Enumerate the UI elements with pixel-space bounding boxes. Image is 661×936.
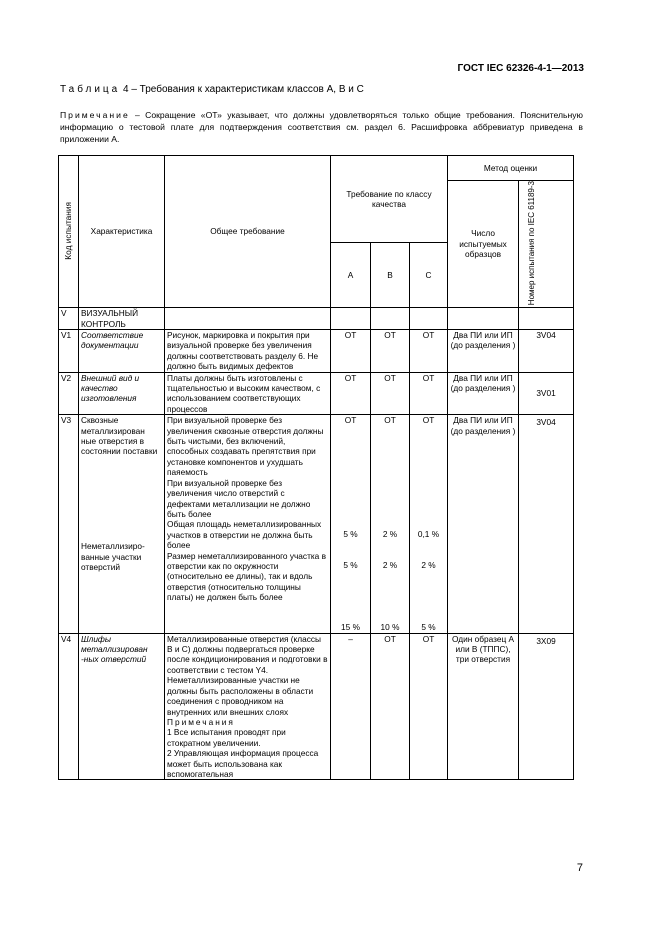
row-class-a: ОТ 5 % 5 % 15 % (331, 415, 371, 633)
row-samples: Один образец А или В (ТППС), три отверстия (448, 633, 519, 780)
header-samples: Число испытуемых образцов (448, 181, 519, 308)
row-samples: Два ПИ или ИП (до разделения ) (448, 330, 519, 373)
note-1: 1 Все испытания проводят при стократном увеличении. (167, 727, 286, 748)
header-general-requirement: Общее требование (165, 156, 331, 308)
row-characteristic: Шлифы металлизирован -ных отверстий (79, 633, 165, 780)
row-class-c: ОТ (410, 372, 448, 415)
requirement-part-4: Размер неметаллизированного участка в отверстии как по окружности (относительно ее длины), так и вдоль отверстия (относительно толщины платы) не должен быть более (167, 550, 327, 603)
row-characteristic: Соответствие документации (79, 330, 165, 373)
header-class-requirement: Требование по классу качества (331, 156, 448, 243)
row-class-c: ОТ 0,1 % 2 % 5 % (410, 415, 448, 633)
row-test-number: 3X09 (519, 633, 574, 780)
requirement-part-1: Металлизированные отверстия (классы В и С) должны подвергаться проверке после кондиционирования и подготовки в соответствии с тестом Y4. (167, 633, 328, 675)
row-requirement: Рисунок, маркировка и покрытия при визуальной проверке без увеличения должны соответствовать разделу 6. Не должно быть видимых дефектов (165, 330, 331, 373)
row-code: V4 (59, 633, 79, 780)
requirement-part-2: При визуальной проверке без увеличения число отверстий с дефектами металлизации не должно быть более (167, 477, 311, 519)
characteristic-through-holes: Сквозные металлизирован ные отверстия в состоянии поставки (81, 415, 158, 457)
row-requirement (165, 415, 331, 633)
caption-text: 4 – Требования к характеристикам классов А, В и С (120, 84, 364, 95)
notes-label: Примечания (167, 716, 235, 727)
header-code: Код испытания (59, 156, 79, 308)
header-test-number: Номер испытания по IEC 61189-3 (519, 181, 574, 308)
table-row (59, 308, 574, 330)
caption-prefix: Таблица (60, 84, 121, 95)
header-class-a: А (331, 242, 371, 307)
row-characteristic (79, 415, 165, 633)
table-row (59, 330, 574, 373)
row-class-b: ОТ (371, 633, 410, 780)
row-code: V3 (59, 415, 79, 633)
table-note (60, 109, 583, 145)
page-number: 7 (576, 862, 583, 874)
row-class-c: ОТ (410, 330, 448, 373)
requirement-part-3: Общая площадь неметаллизированных участков в отверстии не должна быть более (167, 519, 322, 551)
header-class-b: В (371, 242, 410, 307)
row-class-a: ОТ (331, 372, 371, 415)
row-class-c: ОТ (410, 633, 448, 780)
row-test-number: 3V04 (519, 415, 574, 633)
row-requirement (165, 633, 331, 780)
row-test-number: 3V01 (519, 372, 574, 415)
row-characteristic: ВИЗУАЛЬНЫЙ КОНТРОЛЬ (79, 308, 165, 330)
header-characteristic: Характеристика (79, 156, 165, 308)
note-2: 2 Управляющая информация процесса может быть использована как вспомогательная (167, 748, 319, 779)
standard-header: ГОСТ IEC 62326-4-1—2013 (457, 63, 584, 74)
header-method: Метод оценки (448, 156, 574, 181)
row-class-b: ОТ 2 % 2 % 10 % (371, 415, 410, 633)
row-requirement: Платы должны быть изготовлены с тщательностью и высоким качеством, с использованием соответствующих процессов (165, 372, 331, 415)
row-test-number: 3V04 (519, 330, 574, 373)
row-code: V1 (59, 330, 79, 373)
note-label: Примечание (60, 110, 130, 120)
requirements-table (58, 155, 574, 780)
row-samples: Два ПИ или ИП (до разделения ) (448, 372, 519, 415)
row-class-b: ОТ (371, 330, 410, 373)
row-class-a: – (331, 633, 371, 780)
requirement-part-1: При визуальной проверке без увеличения сквозные отверстия должны быть чистыми, без включений, способных создавать препятствия при установке компонентов и ухудшать паяемость (167, 415, 324, 478)
row-class-a: ОТ (331, 330, 371, 373)
row-code: V2 (59, 372, 79, 415)
table-row (59, 372, 574, 415)
row-class-b: ОТ (371, 372, 410, 415)
table-row (59, 415, 574, 633)
table-row (59, 633, 574, 780)
row-characteristic: Внешний вид и качество изготовления (79, 372, 165, 415)
header-class-c: С (410, 242, 448, 307)
characteristic-unplated-areas: Неметаллизиро- ванные участки отверстий (81, 541, 145, 573)
row-samples: Два ПИ или ИП (до разделения ) (448, 415, 519, 633)
requirement-part-2: Неметаллизированные участки не должны быть расположены в области соединения с проводником на внутренних или внешних слоях (167, 675, 314, 717)
row-code: V (59, 308, 79, 330)
note-text: – Сокращение «ОТ» указывает, что должны удовлетворяться только общие требования. Пояснительную информацию о тестовой плате для подтверждения соответствия см. раздел 6. Расшифровка аббревиатур приведена в приложении А. (60, 110, 583, 144)
table-caption (60, 84, 364, 95)
